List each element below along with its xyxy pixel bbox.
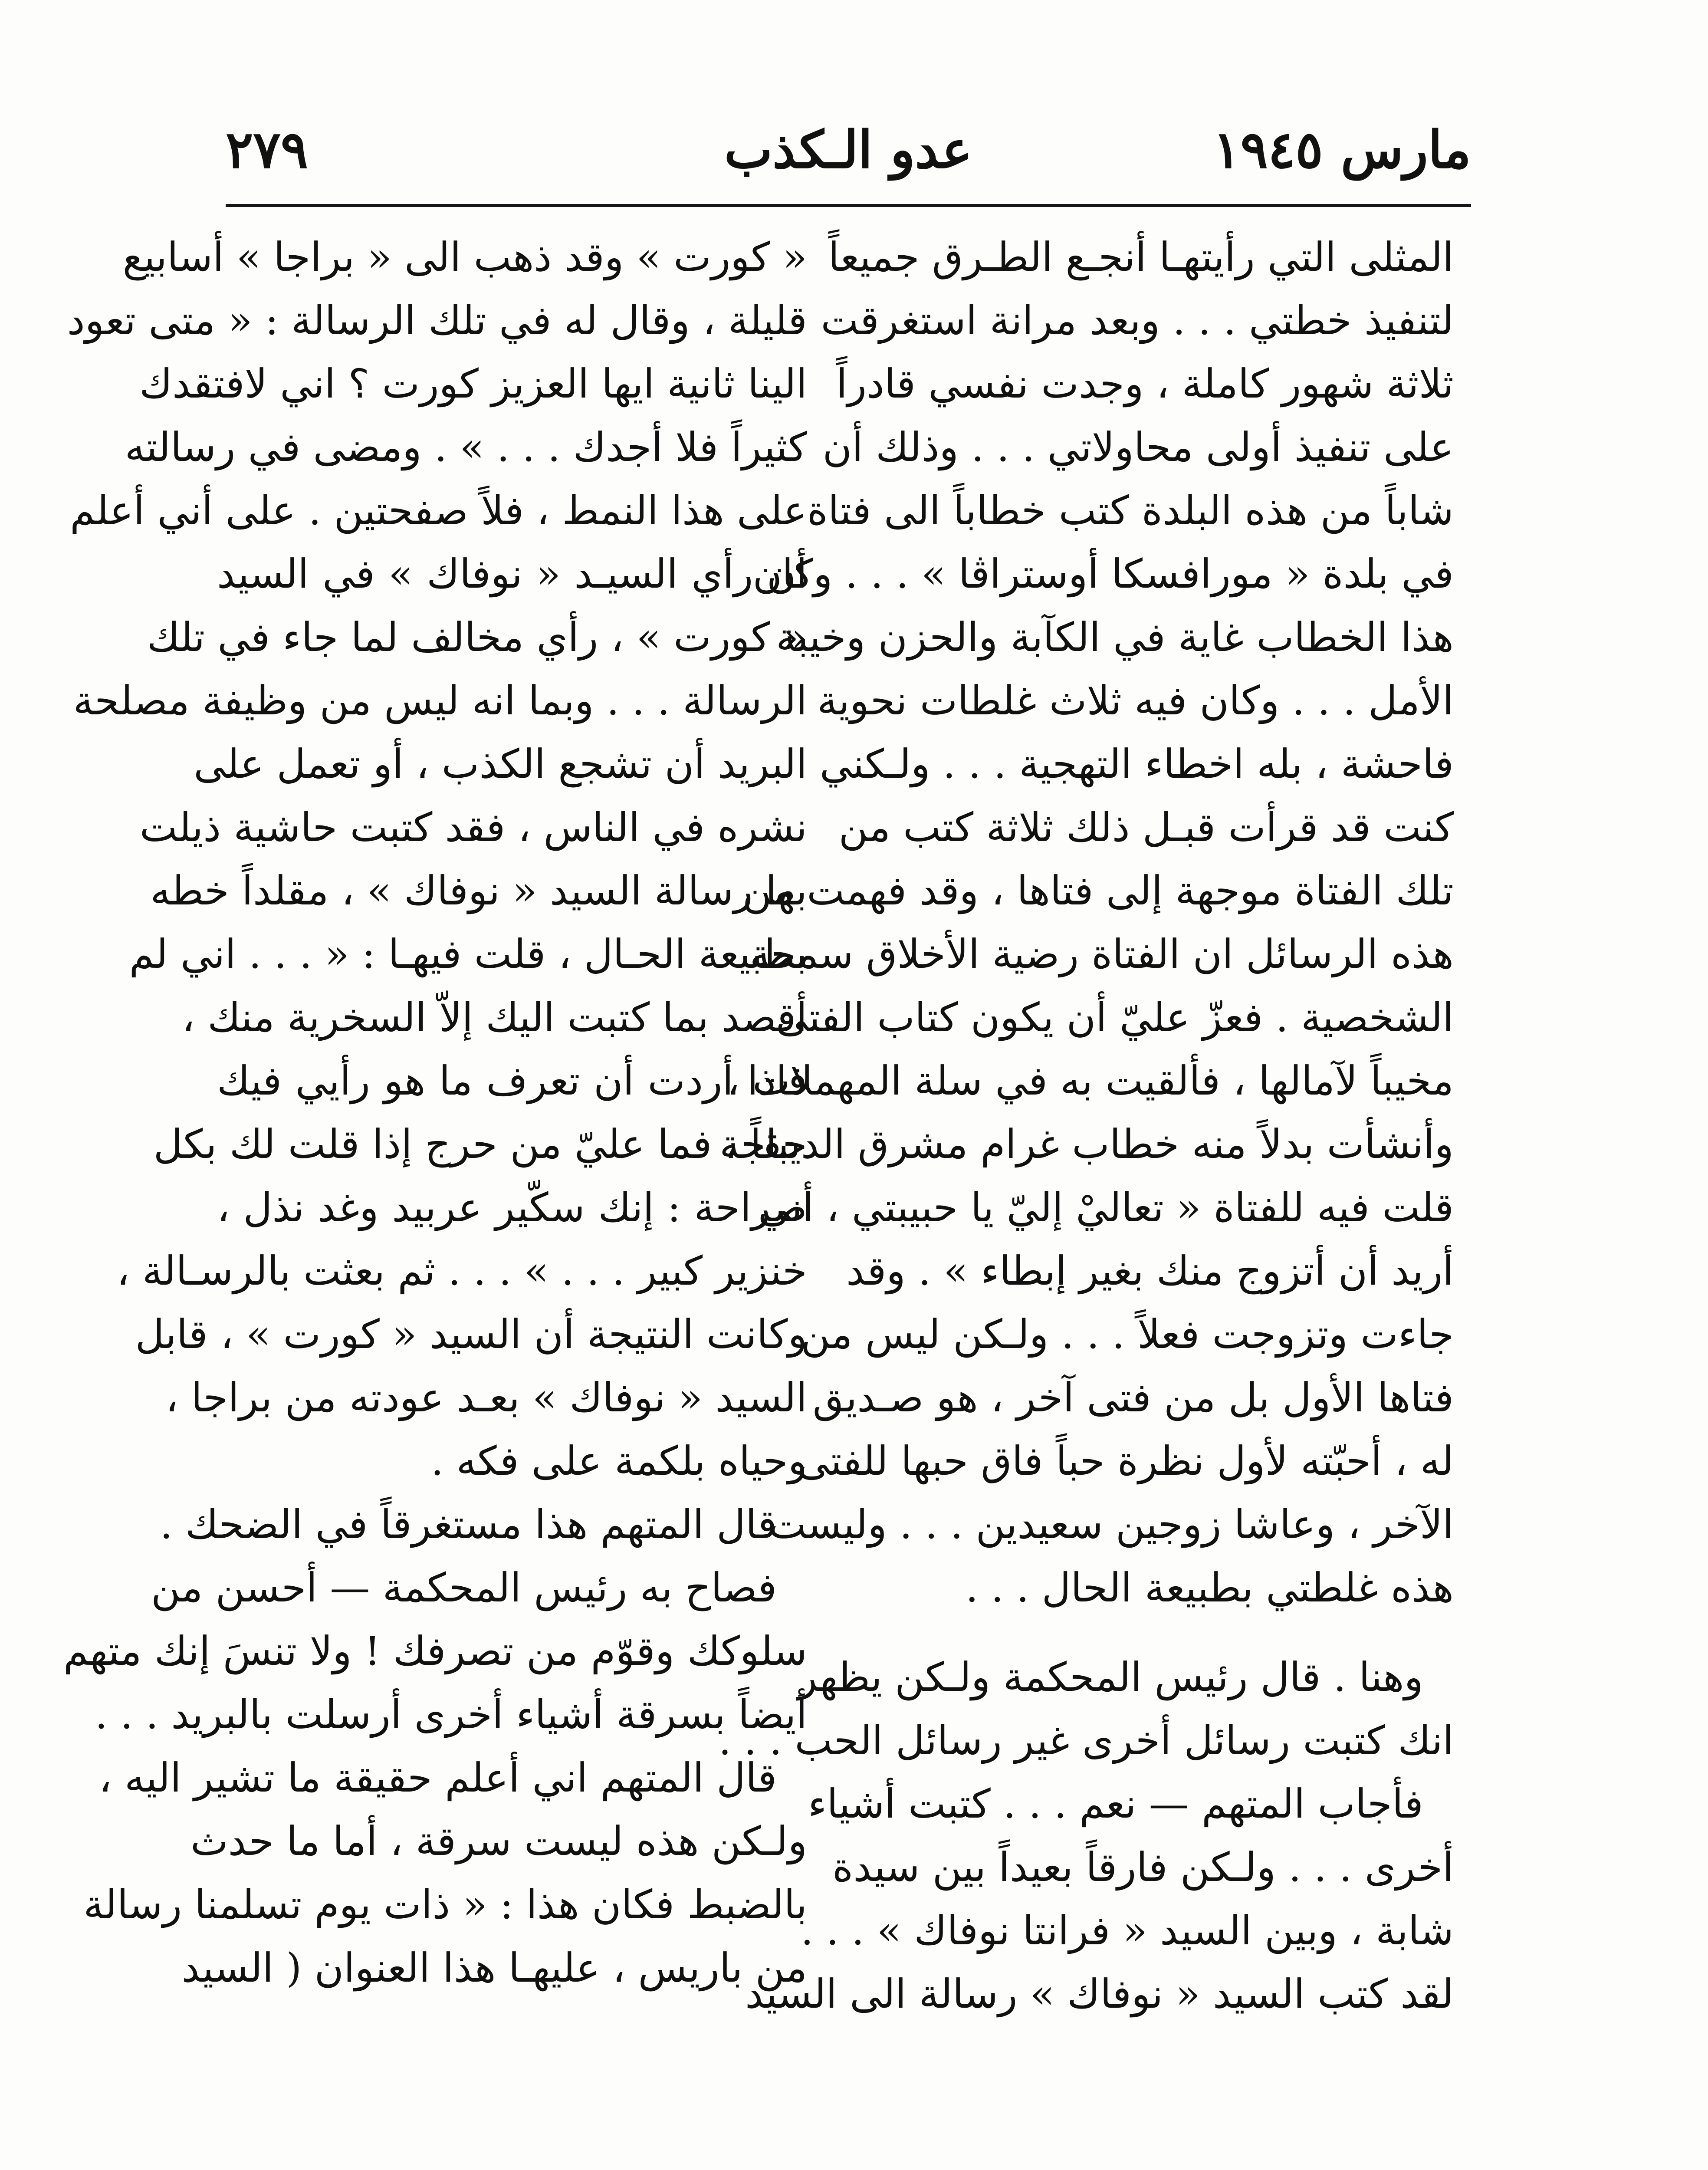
text-line: فأجاب المتهم — نعم . . . كتبت أشياء	[808, 1781, 1423, 1827]
text-line: قال المتهم اني أعلم حقيقة ما تشير اليه ،	[99, 1755, 777, 1801]
text-line: بها رسالة السيد « نوفاك » ، مقلداً خطه	[150, 868, 807, 914]
text-line: شابة ، وبين السيد « فرانتا نوفاك » . . .	[801, 1907, 1454, 1954]
text-line: الشخصية . فعزّ عليّ أن يكون كتاب الفتى	[775, 994, 1454, 1041]
header-rule	[226, 204, 1471, 207]
text-line: أيضاً بسرقة أشياء أخرى أرسلت بالبريد . . .	[95, 1691, 807, 1738]
text-line: صراحة : إنك سكّير عربيد وغد نذل ،	[217, 1184, 807, 1231]
header-title: عدو الـكذب	[724, 119, 972, 180]
text-line: لتنفيذ خطتي . . . وبعد مرانة استغرقت	[821, 297, 1454, 344]
text-line: انك كتبت رسائل أخرى غير رسائل الحب . . .	[718, 1717, 1454, 1764]
text-line: المثلى التي رأيتهـا أنجـع الطـرق جميعاً	[828, 234, 1454, 280]
text-line: في بلدة « مورافسكا أوستراڤا » . . . وكان	[752, 551, 1454, 597]
text-line: الرسالة . . . وبما انه ليس من وظيفة مصلحة	[73, 677, 807, 724]
text-line: أن رأي السيـد « نوفاك » في السيد	[217, 551, 807, 597]
text-line: حقاً ، فما عليّ من حرج إذا قلت لك بكل	[153, 1121, 807, 1167]
text-line: « كورت » وقد ذهب الى « براجا » أسابيع	[122, 234, 807, 280]
text-line: وحياه بلكمة على فكه .	[430, 1438, 807, 1484]
text-line: كثيراً فلا أجدك . . . » . ومضى في رسالته	[125, 424, 807, 470]
text-line: تلك الفتاة موجهة إلى فتاها ، وقد فهمت من	[742, 868, 1454, 914]
text-line: وكانت النتيجة أن السيد « كورت » ، قابل	[135, 1311, 807, 1358]
text-line: قليلة ، وقال له في تلك الرسالة : « متى تعود	[67, 297, 807, 344]
text-line: فاحشة ، بله اخطاء التهجية . . . ولـكني	[819, 741, 1454, 787]
text-line: شاباً من هذه البلدة كتب خطاباً الى فتاة	[807, 487, 1454, 534]
text-line: قال المتهم هذا مستغرقاً في الضحك .	[160, 1501, 777, 1548]
text-line: نشره في الناس ، فقد كتبت حاشية ذيلت	[139, 804, 807, 851]
text-line: كنت قد قرأت قبـل ذلك ثلاثة كتب من	[838, 804, 1454, 851]
text-line: ولـكن هذه ليست سرقة ، أما ما حدث	[191, 1818, 807, 1864]
text-line: السيد « نوفاك » بعـد عودته من براجا ،	[165, 1374, 807, 1421]
text-line: وهنا . قال رئيس المحكمة ولـكن يظهر	[798, 1654, 1423, 1700]
text-line: وأنشأت بدلاً منه خطاب غرام مشرق الديباجة	[719, 1121, 1454, 1167]
text-line: أريد أن أتزوج منك بغير إبطاء » . وقد	[846, 1248, 1454, 1294]
page-number: ٢٧٩	[226, 119, 309, 180]
text-line: ثلاثة شهور كاملة ، وجدت نفسي قادراً	[836, 361, 1454, 407]
text-line: هذا الخطاب غاية في الكآبة والحزن وخيبة	[776, 614, 1454, 661]
text-line: هذه الرسائل ان الفتاة رضية الأخلاق سمحة	[749, 931, 1454, 977]
text-line: هذه غلطتي بطبيعة الحال . . .	[966, 1565, 1454, 1611]
header-date: مارس ١٩٤٥	[1213, 119, 1471, 180]
paragraph-gap	[864, 1620, 1454, 1646]
text-line: « كورت » ، رأي مخالف لما جاء في تلك	[147, 614, 807, 661]
text-line: قلت فيه للفتاة « تعاليْ إليّ يا حبيبتي ، أني	[758, 1184, 1454, 1231]
text-line: أقصد بما كتبت اليك إلاّ السخرية منك ،	[182, 994, 807, 1041]
text-line: سلوكك وقوّم من تصرفك ! ولا تنسَ إنك متهم	[63, 1628, 807, 1674]
text-line: على هذا النمط ، فلاً صفحتين . على أني أعلم	[70, 487, 807, 534]
text-line: البريد أن تشجع الكذب ، أو تعمل على	[194, 741, 807, 787]
text-line: الآخر ، وعاشا زوجين سعيدين . . . وليست	[769, 1501, 1454, 1548]
text-line: جاءت وتزوجت فعلاً . . . ولـكن ليس من	[801, 1311, 1454, 1358]
text-line: بالضبط فكان هذا : « ذات يوم تسلمنا رسالة	[83, 1881, 807, 1928]
left-text-column	[63, 226, 807, 2170]
text-line: فاذا أردت أن تعرف ما هو رأيي فيك	[217, 1058, 807, 1104]
text-line: بطبيعة الحـال ، قلت فيهـا : « . . . اني لم	[129, 931, 807, 977]
text-line: فتاها الأول بل من فتى آخر ، هو صـديق	[812, 1374, 1454, 1421]
text-line: له ، أحبّته لأول نظرة حباً فاق حبها للفتى	[797, 1438, 1454, 1484]
text-line: من باريس ، عليهـا هذا العنوان ( السيد	[181, 1945, 807, 1991]
text-line: مخيباً لآمالها ، فألقيت به في سلة المهملات ،	[727, 1058, 1454, 1104]
text-line: على تنفيذ أولى محاولاتي . . . وذلك أن	[822, 424, 1454, 470]
text-line: فصاح به رئيس المحكمة — أحسن من	[151, 1565, 777, 1611]
running-header	[226, 117, 1471, 191]
text-line: الأمل . . . وكان فيه ثلاث غلطات نحوية	[817, 677, 1454, 724]
text-line: أخرى . . . ولـكن فارقاً بعيداً بين سيدة	[832, 1844, 1454, 1891]
text-line: لقد كتب السيد « نوفاك » رسالة الى السيد	[745, 1971, 1454, 2017]
text-line: خنزير كبير . . . » . . . ثم بعثت بالرسـالة ،	[117, 1248, 807, 1294]
text-line: الينا ثانية ايها العزيز كورت ؟ اني لافتقدك	[139, 361, 807, 407]
right-text-column	[718, 226, 1454, 2170]
